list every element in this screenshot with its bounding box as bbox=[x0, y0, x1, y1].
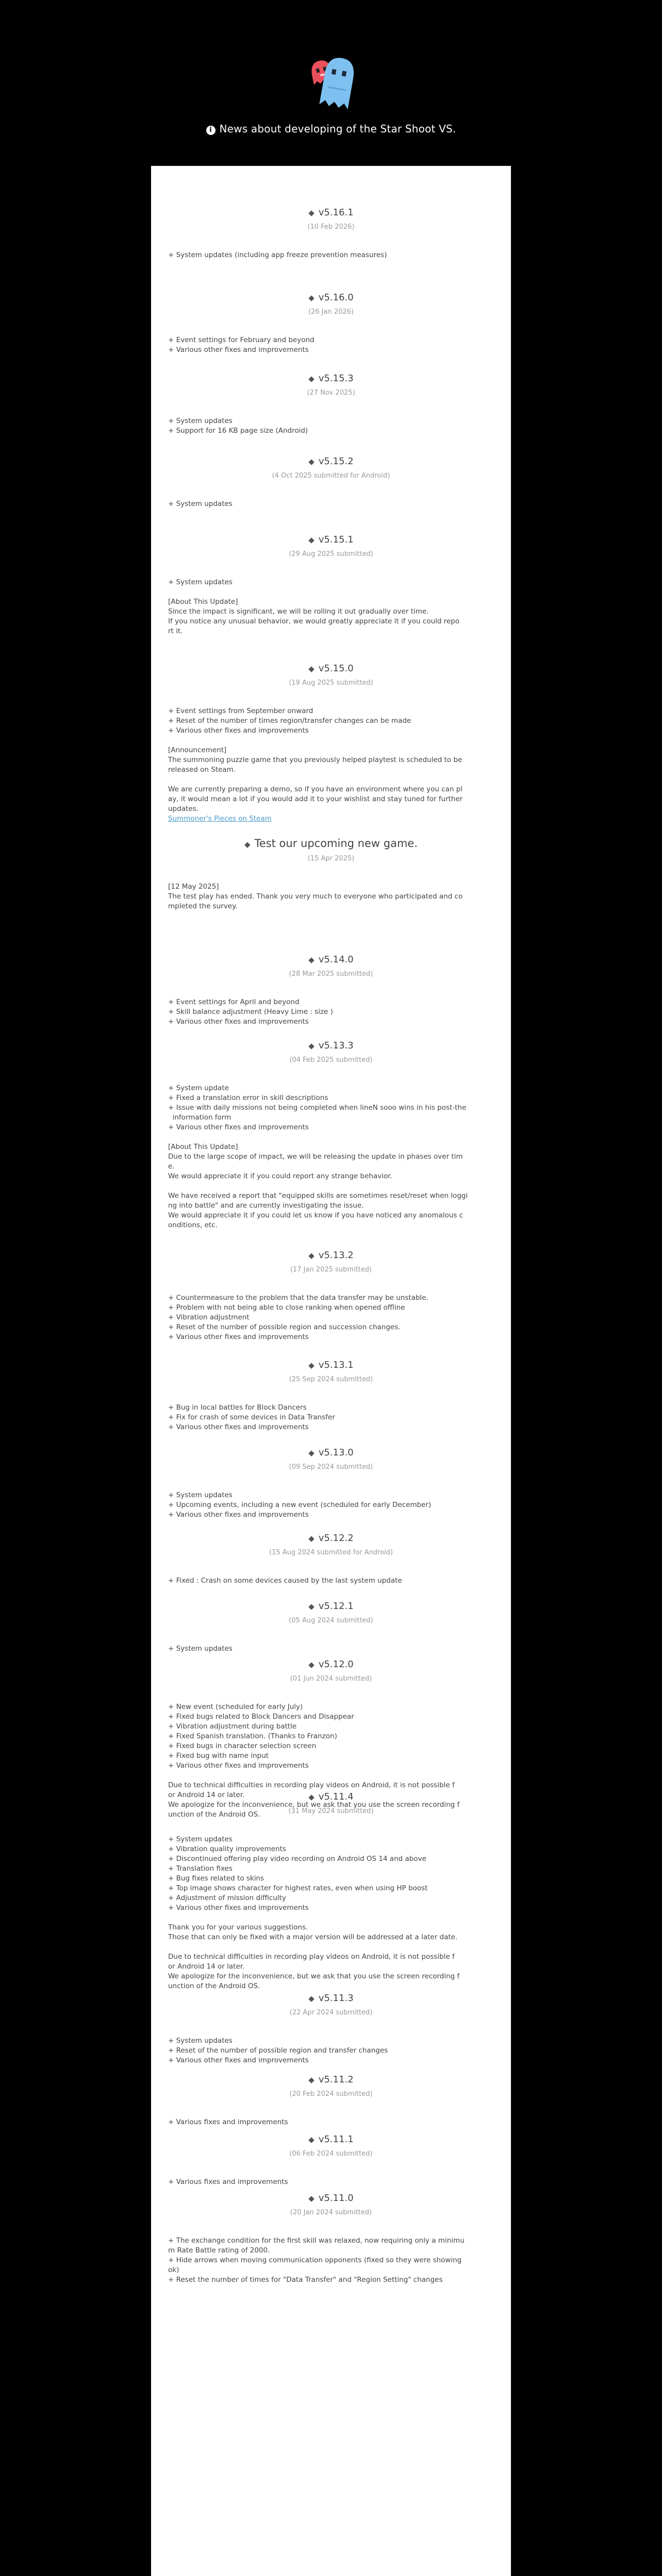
tag-icon: ◆ bbox=[308, 457, 315, 466]
post-line: + System updates bbox=[168, 1835, 233, 1843]
post-title-text: v5.15.0 bbox=[318, 663, 354, 674]
post-title-text: v5.12.1 bbox=[318, 1601, 354, 1612]
post-line bbox=[168, 775, 494, 785]
tag-icon: ◆ bbox=[308, 374, 315, 383]
post-body bbox=[168, 335, 494, 355]
post-line: + Reset of the number of possible region and transfer changes bbox=[168, 2046, 388, 2055]
news-post bbox=[151, 292, 511, 355]
post-line: + Vibration adjustment bbox=[168, 1313, 250, 1321]
post-title-text: v5.13.3 bbox=[318, 1040, 354, 1051]
site-title bbox=[0, 123, 662, 135]
post-line: + Fixed bugs related to Block Dancers and Disappear bbox=[168, 1713, 354, 1721]
post-title bbox=[168, 1040, 494, 1051]
page-header bbox=[0, 0, 662, 165]
post-line: ok) bbox=[168, 2266, 179, 2274]
post-line: m Rate Battle rating of 2000. bbox=[168, 2246, 270, 2255]
post-title bbox=[168, 1791, 494, 1802]
post-date: (27 Nov 2025) bbox=[307, 389, 355, 397]
post-line: + Reset of the number of possible region and succession changes. bbox=[168, 1323, 401, 1331]
post-line: released on Steam. bbox=[168, 766, 236, 774]
post-line: The summoning puzzle game that you previously helped playtest is scheduled to be bbox=[168, 756, 462, 764]
post-line: Due to technical difficulties in recording play videos on Android, it is not possible f bbox=[168, 1781, 455, 1789]
post-line: + Fixed a translation error in skill descriptions bbox=[168, 1094, 328, 1102]
post-date: (09 Sep 2024 submitted) bbox=[289, 1463, 373, 1471]
tag-icon: ◆ bbox=[308, 293, 315, 302]
post-line: + Skill balance adjustment (Heavy Lime : size ) bbox=[168, 1008, 333, 1016]
post-line: + System updates (including app freeze prevention measures) bbox=[168, 251, 387, 259]
post-line: information form bbox=[168, 1113, 231, 1122]
post-body bbox=[168, 416, 494, 436]
post-line: + The exchange condition for the first skill was relaxed, now requiring only a minimu bbox=[168, 2236, 465, 2245]
post-line: + Event settings for February and beyond bbox=[168, 336, 315, 344]
post-line: e. bbox=[168, 1162, 175, 1171]
post-line: + Various fixes and improvements bbox=[168, 2118, 288, 2126]
post-line: + Various other fixes and improvements bbox=[168, 2056, 309, 2064]
post-date: (06 Feb 2024 submitted) bbox=[289, 2150, 373, 2158]
site-title-text: News about developing of the Star Shoot VS. bbox=[219, 123, 456, 135]
post-date: (20 Jan 2024 submitted) bbox=[290, 2209, 372, 2216]
post-line: + System updates bbox=[168, 1491, 233, 1499]
tag-icon: ◆ bbox=[308, 535, 315, 545]
post-date: (15 Apr 2025) bbox=[307, 855, 355, 862]
post-line: Those that can only be fixed with a major version will be addressed at a later date. bbox=[168, 1933, 458, 1941]
news-post bbox=[151, 1533, 511, 1586]
post-line: We have received a report that "equipped skills are sometimes reset/reset when loggi bbox=[168, 1192, 468, 1200]
post-line: + Translation fixes bbox=[168, 1865, 233, 1873]
post-line: If you notice any unusual behavior, we would greatly appreciate it if you could repo bbox=[168, 617, 460, 625]
post-line: Thank you for your various suggestions. bbox=[168, 1923, 308, 1931]
post-line: + New event (scheduled for early July) bbox=[168, 1703, 303, 1711]
post-line: + Hide arrows when moving communication opponents (fixed so they were showing bbox=[168, 2256, 462, 2264]
post-line: + Countermeasure to the problem that the data transfer may be unstable. bbox=[168, 1294, 428, 1302]
post-line: + Adjustment of mission difficulty bbox=[168, 1894, 286, 1902]
post-body bbox=[168, 1576, 494, 1586]
post-title bbox=[168, 2193, 494, 2204]
post-date: (01 Jun 2024 submitted) bbox=[290, 1675, 372, 1683]
post-body bbox=[168, 2036, 494, 2065]
post-date: (22 Apr 2024 submitted) bbox=[289, 2009, 373, 2016]
post-title-text: v5.13.2 bbox=[318, 1250, 354, 1261]
post-body bbox=[168, 1835, 494, 1991]
post-line: onditions, etc. bbox=[168, 1221, 218, 1229]
post-line: The test play has ended. Thank you very much to everyone who participated and co bbox=[168, 892, 463, 901]
news-post bbox=[151, 2074, 511, 2127]
post-title bbox=[168, 663, 494, 674]
tag-icon: ◆ bbox=[308, 1602, 315, 1611]
post-body bbox=[168, 2117, 494, 2127]
post-line: ay, it would mean a lot if you would add it to your wishlist and stay tuned for further bbox=[168, 795, 463, 803]
post-title bbox=[168, 373, 494, 384]
post-date: (10 Feb 2026) bbox=[307, 223, 355, 231]
post-title-text: v5.11.3 bbox=[318, 1993, 354, 2004]
tag-icon: ◆ bbox=[308, 1041, 315, 1050]
post-title bbox=[168, 1659, 494, 1670]
post-title-text: Test our upcoming new game. bbox=[254, 837, 418, 850]
post-title bbox=[168, 1447, 494, 1458]
post-line: + Bug in local battles for Block Dancers bbox=[168, 1403, 307, 1412]
post-title-text: v5.15.1 bbox=[318, 534, 354, 545]
tag-icon: ◆ bbox=[308, 1361, 315, 1370]
post-title bbox=[168, 837, 494, 850]
post-body bbox=[168, 250, 494, 260]
post-title bbox=[168, 207, 494, 218]
post-line: + Event settings from September onward bbox=[168, 707, 313, 715]
post-title bbox=[168, 2134, 494, 2145]
post-line: + Fixed bugs in character selection screen bbox=[168, 1742, 317, 1750]
tag-icon: ◆ bbox=[308, 1660, 315, 1669]
post-body bbox=[168, 706, 494, 824]
post-line bbox=[168, 736, 494, 745]
post-date: (17 Jan 2025 submitted) bbox=[290, 1266, 372, 1274]
post-date: (25 Sep 2024 submitted) bbox=[289, 1376, 373, 1383]
tag-icon: ◆ bbox=[308, 1994, 315, 2003]
tag-icon: ◆ bbox=[308, 1792, 315, 1802]
post-title-text: v5.12.2 bbox=[318, 1533, 354, 1544]
post-line: + Reset the number of times for "Data Transfer" and "Region Setting" changes bbox=[168, 2276, 443, 2284]
tag-icon: ◆ bbox=[308, 2135, 315, 2144]
post-date: (04 Feb 2025 submitted) bbox=[289, 1056, 373, 1064]
post-line: + Support for 16 KB page size (Android) bbox=[168, 427, 308, 435]
post-title-text: v5.11.1 bbox=[318, 2134, 354, 2145]
news-post bbox=[151, 837, 511, 911]
post-title-text: v5.11.0 bbox=[318, 2193, 354, 2204]
post-line: + Issue with daily missions not being completed when lineN sooo wins in his post-the bbox=[168, 1104, 467, 1112]
news-post bbox=[151, 207, 511, 260]
post-title-text: v5.16.0 bbox=[318, 292, 354, 303]
post-title-text: v5.13.1 bbox=[318, 1360, 354, 1370]
post-title bbox=[168, 1993, 494, 2004]
post-line: + Various other fixes and improvements bbox=[168, 1761, 309, 1770]
post-date: (31 May 2024 submitted) bbox=[288, 1807, 374, 1815]
post-line: + System updates bbox=[168, 1645, 233, 1653]
tag-icon: ◆ bbox=[308, 2075, 315, 2084]
news-post bbox=[151, 663, 511, 824]
post-line: + Discontinued offering play video recording on Android OS 14 and above bbox=[168, 1855, 426, 1863]
post-line: unction of the Android OS. bbox=[168, 1810, 260, 1819]
news-post bbox=[151, 2134, 511, 2187]
post-title-text: v5.11.2 bbox=[318, 2074, 354, 2085]
post-line: + Vibration quality improvements bbox=[168, 1845, 286, 1853]
post-line: + Bug fixes related to skins bbox=[168, 1874, 264, 1883]
news-list bbox=[151, 166, 511, 2576]
post-line: Since the impact is significant, we will be rolling it out gradually over time. bbox=[168, 607, 429, 616]
post-line: mpleted the survey. bbox=[168, 902, 238, 910]
tag-icon: ◆ bbox=[308, 1534, 315, 1543]
tag-icon: ◆ bbox=[308, 1251, 315, 1260]
post-body bbox=[168, 1403, 494, 1432]
post-line: We are currently preparing a demo, so if you have an environment where you can pl bbox=[168, 785, 463, 793]
post-line: + System updates bbox=[168, 417, 233, 425]
post-line: + Various other fixes and improvements bbox=[168, 1123, 309, 1131]
post-line: + Various other fixes and improvements bbox=[168, 726, 309, 735]
post-line: + Various other fixes and improvements bbox=[168, 1904, 309, 1912]
post-date: (19 Aug 2025 submitted) bbox=[289, 679, 373, 687]
tag-icon: ◆ bbox=[244, 840, 251, 849]
post-body bbox=[168, 882, 494, 911]
post-date: (20 Feb 2024 submitted) bbox=[289, 2090, 373, 2098]
post-line bbox=[168, 1181, 494, 1191]
post-title bbox=[168, 1360, 494, 1370]
post-date: (29 Aug 2025 submitted) bbox=[289, 550, 373, 558]
post-line bbox=[168, 1771, 494, 1781]
news-post bbox=[151, 2193, 511, 2285]
post-line: + Event settings for April and beyond bbox=[168, 998, 300, 1006]
post-line: rt it. bbox=[168, 627, 183, 635]
post-line: + System update bbox=[168, 1084, 229, 1092]
tag-icon: ◆ bbox=[308, 1448, 315, 1458]
post-title bbox=[168, 2074, 494, 2085]
post-line: [About This Update] bbox=[168, 1143, 238, 1151]
post-body bbox=[168, 499, 494, 509]
post-line: We would appreciate it if you could let us know if you have noticed any anomalous c bbox=[168, 1211, 464, 1219]
post-line: + Various fixes and improvements bbox=[168, 2178, 288, 2186]
post-line: + Fixed Spanish translation. (Thanks to Franzon) bbox=[168, 1732, 337, 1740]
post-title-text: v5.11.4 bbox=[318, 1791, 354, 1802]
info-icon: i bbox=[206, 126, 216, 135]
news-post bbox=[151, 1993, 511, 2065]
post-line: We apologize for the inconvenience, but we ask that you use the screen recording f bbox=[168, 1801, 460, 1809]
news-post bbox=[151, 1601, 511, 1654]
post-line: [About This Update] bbox=[168, 598, 238, 606]
post-date: (28 Mar 2025 submitted) bbox=[289, 970, 373, 978]
post-line: + System updates bbox=[168, 578, 233, 586]
post-line: ng into battle" and are currently investigating the issue. bbox=[168, 1201, 364, 1210]
ghost-mascots-icon bbox=[294, 52, 371, 113]
post-line bbox=[168, 587, 494, 597]
post-body bbox=[168, 997, 494, 1027]
post-line: + Top image shows character for highest rates, even when using HP boost bbox=[168, 1884, 428, 1892]
post-line: Due to technical difficulties in recording play videos on Android, it is not possible f bbox=[168, 1953, 455, 1961]
post-title-text: v5.14.0 bbox=[318, 954, 354, 965]
post-title-text: v5.16.1 bbox=[318, 207, 354, 218]
post-body bbox=[168, 1083, 494, 1230]
post-title bbox=[168, 456, 494, 467]
steam-link[interactable]: Summoner's Pieces on Steam bbox=[168, 815, 272, 823]
post-date: (15 Aug 2024 submitted for Android) bbox=[269, 1549, 393, 1556]
post-line: or Android 14 or later. bbox=[168, 1791, 245, 1799]
tag-icon: ◆ bbox=[308, 664, 315, 673]
post-body bbox=[168, 2177, 494, 2187]
post-line: + Fixed : Crash on some devices caused by the last system update bbox=[168, 1577, 402, 1585]
post-line: + System updates bbox=[168, 2037, 233, 2045]
post-line: Due to the large scope of impact, we will be releasing the update in phases over tim bbox=[168, 1153, 463, 1161]
post-date: (26 Jan 2026) bbox=[308, 308, 354, 316]
post-line: We would appreciate it if you could report any strange behavior. bbox=[168, 1172, 392, 1180]
tag-icon: ◆ bbox=[308, 2194, 315, 2203]
post-line: [12 May 2025] bbox=[168, 883, 219, 891]
post-body bbox=[168, 578, 494, 636]
news-post bbox=[151, 1360, 511, 1432]
post-date: (4 Oct 2025 submitted for Android) bbox=[272, 472, 390, 480]
news-post bbox=[151, 456, 511, 509]
post-title bbox=[168, 1601, 494, 1612]
post-title bbox=[168, 1250, 494, 1261]
news-post bbox=[151, 1447, 511, 1520]
post-line: + Various other fixes and improvements bbox=[168, 346, 309, 354]
post-body bbox=[168, 1490, 494, 1520]
post-line: or Android 14 or later. bbox=[168, 1962, 245, 1971]
post-date: (05 Aug 2024 submitted) bbox=[289, 1617, 373, 1624]
post-line: We apologize for the inconvenience, but we ask that you use the screen recording f bbox=[168, 1972, 460, 1980]
post-line: + Various other fixes and improvements bbox=[168, 1511, 309, 1519]
post-line: + Various other fixes and improvements bbox=[168, 1423, 309, 1431]
post-title-text: v5.15.2 bbox=[318, 456, 354, 467]
post-body bbox=[168, 1644, 494, 1654]
post-title-text: v5.12.0 bbox=[318, 1659, 354, 1670]
tag-icon: ◆ bbox=[308, 208, 315, 217]
news-post bbox=[151, 534, 511, 636]
post-line bbox=[168, 1942, 494, 1952]
news-post bbox=[151, 954, 511, 1027]
post-title bbox=[168, 292, 494, 303]
post-line: + Various other fixes and improvements bbox=[168, 1018, 309, 1026]
post-line bbox=[168, 1132, 494, 1142]
news-post bbox=[151, 1040, 511, 1230]
post-title-text: v5.13.0 bbox=[318, 1447, 354, 1458]
post-title bbox=[168, 1533, 494, 1544]
news-post bbox=[151, 373, 511, 436]
post-line: + System updates bbox=[168, 500, 233, 508]
post-title-text: v5.15.3 bbox=[318, 373, 354, 384]
tag-icon: ◆ bbox=[308, 955, 315, 964]
post-line: [Announcement] bbox=[168, 746, 227, 754]
post-line bbox=[168, 1913, 494, 1923]
post-line: + Upcoming events, including a new event (scheduled for early December) bbox=[168, 1501, 432, 1509]
post-line: + Various other fixes and improvements bbox=[168, 1333, 309, 1341]
post-line: updates. bbox=[168, 805, 198, 813]
news-post bbox=[151, 1250, 511, 1342]
news-post bbox=[151, 1791, 511, 1991]
post-body bbox=[168, 1293, 494, 1342]
post-line: unction of the Android OS. bbox=[168, 1982, 260, 1990]
post-line: + Fixed bug with name input bbox=[168, 1752, 269, 1760]
post-line: + Problem with not being able to close ranking when opened offline bbox=[168, 1303, 405, 1312]
post-body bbox=[168, 2236, 494, 2285]
post-title bbox=[168, 954, 494, 965]
post-line: + Reset of the number of times region/transfer changes can be made bbox=[168, 717, 411, 725]
post-line: + Fix for crash of some devices in Data Transfer bbox=[168, 1413, 335, 1421]
post-title bbox=[168, 534, 494, 545]
post-line: + Vibration adjustment during battle bbox=[168, 1722, 297, 1731]
